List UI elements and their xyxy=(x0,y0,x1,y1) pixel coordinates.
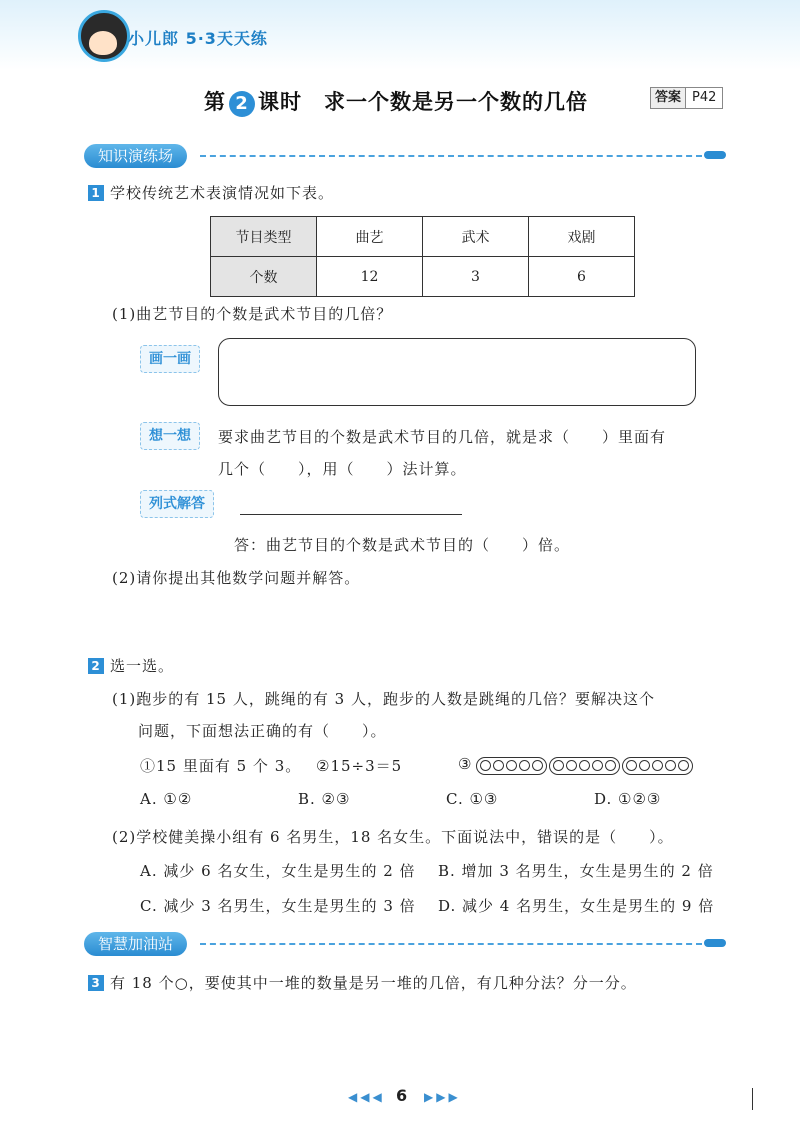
table-cell: 戏剧 xyxy=(529,217,635,257)
section-banner-bonus: 智慧加油站 xyxy=(84,932,187,956)
page-edge-line xyxy=(752,1088,753,1110)
answer-page: P42 xyxy=(692,90,717,105)
bead xyxy=(493,760,504,771)
mascot-logo xyxy=(78,10,130,62)
table-cell: 武术 xyxy=(423,217,529,257)
bead xyxy=(532,760,543,771)
question-1 xyxy=(88,182,334,203)
question-number: 1 xyxy=(88,185,104,201)
title-prefix: 第 xyxy=(204,90,226,114)
bead xyxy=(519,760,530,771)
q2-part1-line2: 问题，下面想法正确的有（ ）。 xyxy=(138,722,387,740)
bead-group xyxy=(476,757,547,775)
idea-1: ①15 里面有 5 个 3。 xyxy=(140,757,302,775)
answer-sentence: 答：曲艺节目的个数是武术节目的（ ）倍。 xyxy=(234,536,571,554)
answer-label: 答案 xyxy=(651,88,686,108)
question-number: 2 xyxy=(88,658,104,674)
table-cell: 节目类型 xyxy=(211,217,317,257)
pencil-icon xyxy=(704,151,726,159)
idea-3-mark: ③ xyxy=(458,755,473,773)
bead xyxy=(480,760,491,771)
section-divider xyxy=(200,155,702,157)
option-c[interactable]: C. 减少 3 名男生，女生是男生的 3 倍 xyxy=(140,897,416,915)
brand-name: 小儿郎 5·3天天练 xyxy=(128,29,268,48)
lesson-number-badge: 2 xyxy=(229,91,255,117)
think-tag: 想一想 xyxy=(140,422,200,450)
bead-group xyxy=(622,757,693,775)
table-cell: 曲艺 xyxy=(317,217,423,257)
section-banner-practice: 知识演练场 xyxy=(84,144,187,168)
bead xyxy=(639,760,650,771)
q2-part1-line1: (1)跑步的有 15 人，跳绳的有 3 人，跑步的人数是跳绳的几倍？要解决这个 xyxy=(112,690,655,708)
mascot-face xyxy=(89,31,117,55)
pencil-icon xyxy=(704,939,726,947)
solution-answer-line[interactable] xyxy=(240,514,462,515)
option-b[interactable]: B. 增加 3 名男生，女生是男生的 2 倍 xyxy=(438,862,714,880)
question-3 xyxy=(88,972,637,993)
table-cell: 3 xyxy=(423,257,529,297)
bead xyxy=(678,760,689,771)
idea-2: ②15÷3＝5 xyxy=(316,757,403,775)
q2-part2: (2)学校健美操小组有 6 名男生，18 名女生。下面说法中，错误的是（ ）。 xyxy=(112,828,674,846)
performance-table xyxy=(210,216,635,297)
q1-part1: (1)曲艺节目的个数是武术节目的几倍？ xyxy=(112,305,393,323)
bead xyxy=(626,760,637,771)
question-text: 选一选。 xyxy=(110,657,175,675)
table-row xyxy=(211,257,635,297)
bead xyxy=(665,760,676,771)
draw-tag: 画一画 xyxy=(140,345,200,373)
table-cell: 6 xyxy=(529,257,635,297)
table-row xyxy=(211,217,635,257)
bead xyxy=(605,760,616,771)
section-divider xyxy=(200,943,702,945)
page-number: 6 xyxy=(396,1086,408,1105)
bead xyxy=(506,760,517,771)
bead xyxy=(579,760,590,771)
bead xyxy=(592,760,603,771)
think-line-2: 几个（ ），用（ ）法计算。 xyxy=(218,460,467,478)
option-a[interactable]: A. 减少 6 名女生，女生是男生的 2 倍 xyxy=(140,862,416,880)
option-c[interactable]: C. ①③ xyxy=(446,790,499,808)
left-arrows-icon: ◀◀◀ xyxy=(348,1090,385,1104)
bead-diagram xyxy=(476,757,695,775)
title-suffix: 课时 求一个数是另一个数的几倍 xyxy=(258,90,588,114)
question-number: 3 xyxy=(88,975,104,991)
bead xyxy=(652,760,663,771)
option-d[interactable]: D. 减少 4 名男生，女生是男生的 9 倍 xyxy=(438,897,715,915)
think-line-1: 要求曲艺节目的个数是武术节目的几倍，就是求（ ）里面有 xyxy=(218,428,667,446)
solve-tag: 列式解答 xyxy=(140,490,214,518)
table-cell: 个数 xyxy=(211,257,317,297)
answer-reference xyxy=(650,87,723,109)
option-d[interactable]: D. ①②③ xyxy=(594,790,662,808)
table-cell: 12 xyxy=(317,257,423,297)
q1-part2: (2)请你提出其他数学问题并解答。 xyxy=(112,569,361,587)
question-2 xyxy=(88,655,174,676)
bead xyxy=(553,760,564,771)
question-text: 有 18 个○，要使其中一堆的数量是另一堆的几倍，有几种分法？分一分。 xyxy=(110,974,637,992)
question-text: 学校传统艺术表演情况如下表。 xyxy=(110,184,335,202)
page-title xyxy=(204,86,588,117)
bead xyxy=(566,760,577,771)
drawing-area[interactable] xyxy=(218,338,696,406)
option-b[interactable]: B. ②③ xyxy=(298,790,351,808)
right-arrows-icon: ▶▶▶ xyxy=(424,1090,461,1104)
option-a[interactable]: A. ①② xyxy=(140,790,193,808)
bead-group xyxy=(549,757,620,775)
